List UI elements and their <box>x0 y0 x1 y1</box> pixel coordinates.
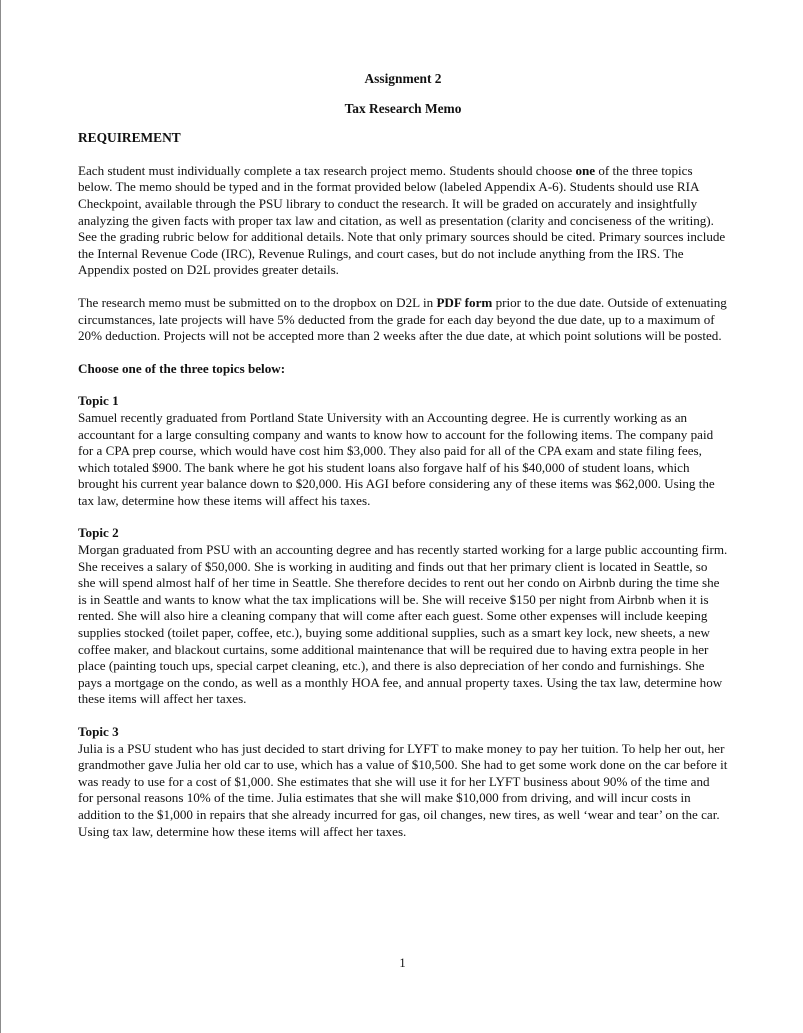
choose-heading: Choose one of the three topics below: <box>78 360 286 376</box>
topic-body: Samuel recently graduated from Portland State University with an Accounting degree. He is currently working as an accountant for a large consulting company and wants to know how to account for the following items. The company paid for a CPA prep course, which would have cost him $3,000. They also paid for all of the CPA exam and state filing fees, which totaled $900. The bank where he got his student loans also forgave half of his $40,000 of student loans, which brought his current year balance down to $20,000. His AGI before considering any of these items was $62,000. Using the tax law, determine how these items will affect his taxes. <box>78 409 715 508</box>
topic-2 <box>78 525 728 708</box>
document-body <box>78 71 728 840</box>
assignment-title: Assignment 2 <box>364 71 442 86</box>
requirement-paragraph <box>78 163 728 279</box>
topic-body: Julia is a PSU student who has just decided to start driving for LYFT to make money to pay her tuition. To help her out, her grandmother gave Julia her old car to use, which has a value of $10,500. She had to get some work done on the car before it was ready to use for a cost of $1,000. She estimates that she will use it for her LYFT business about 90% of the time and for personal reasons 10% of the time. Julia estimates that she will make $10,000 from driving, and will incur costs in addition to the $1,000 in repairs that she already incurred for gas, oil changes, new tires, as well ‘wear and tear’ on the car. Using tax law, determine how these items will affect her taxes. <box>78 740 728 839</box>
submission-text-2: prior to the due date. Outside of extenuating circumstances, late projects will have 5% deducted from the grade for each day beyond the due date, up to a maximum of 20% deduction. Projects will not be accepted more than 2 weeks after the due date, at which point solutions will be posted. <box>78 294 727 344</box>
requirement-heading: REQUIREMENT <box>78 130 181 146</box>
requirement-bold-one: one <box>575 162 596 178</box>
topic-heading: Topic 2 <box>78 525 119 541</box>
page-number: 1 <box>399 956 406 970</box>
topic-body: Morgan graduated from PSU with an accounting degree and has recently started working for a large public accounting firm. She receives a salary of $50,000. She is working in auditing and finds out that her primary client is located in Seattle, so she will spend almost half of her time in Seattle. She therefore decides to rent out her condo on Airbnb during the time she is in Seattle and wants to know what the tax implications will be. She will receive $150 per night from Airbnb when it is rented. She will also hire a cleaning company that will come after each guest. Some other expenses will include keeping supplies stocked (toilet paper, coffee, etc.), buying some additional supplies, such as a smart key lock, new sheets, a new coffee maker, and blackout curtains, some additional maintenance that will be required due to having extra people in her place (painting touch ups, special carpet cleaning, etc.), and there is also depreciation of her condo and furnishings. She pays a mortgage on the condo, as well as a monthly HOA fee, and annual property taxes. Using the tax law, determine how these items will affect her taxes. <box>78 542 728 707</box>
topic-heading: Topic 1 <box>78 393 119 409</box>
submission-paragraph <box>78 295 728 345</box>
submission-text-1: The research memo must be submitted on to the dropbox on D2L in <box>78 294 437 310</box>
memo-title: Tax Research Memo <box>344 100 462 116</box>
topic-3 <box>78 724 728 840</box>
requirement-text-1: Each student must individually complete a tax research project memo. Students should choose <box>78 162 576 178</box>
topic-heading: Topic 3 <box>78 724 119 739</box>
requirement-text-2: of the three topics below. The memo should be typed and in the format provided below (labeled Appendix A-6). Students should use RIA Checkpoint, available through the PSU library to conduct the research. It will be graded on accurately and insightfully analyzing the given facts with proper tax law and citation, as well as presentation (clarity and conciseness of the writing). See the grading rubric below for additional details. Note that only primary sources should be cited. Primary sources include the Internal Revenue Code (IRC), Revenue Rulings, and court cases, but do not include anything from the IRS. The Appendix posted on D2L provides greater details. <box>78 162 726 278</box>
topic-1 <box>78 393 728 509</box>
submission-bold-pdf: PDF form <box>436 294 493 310</box>
